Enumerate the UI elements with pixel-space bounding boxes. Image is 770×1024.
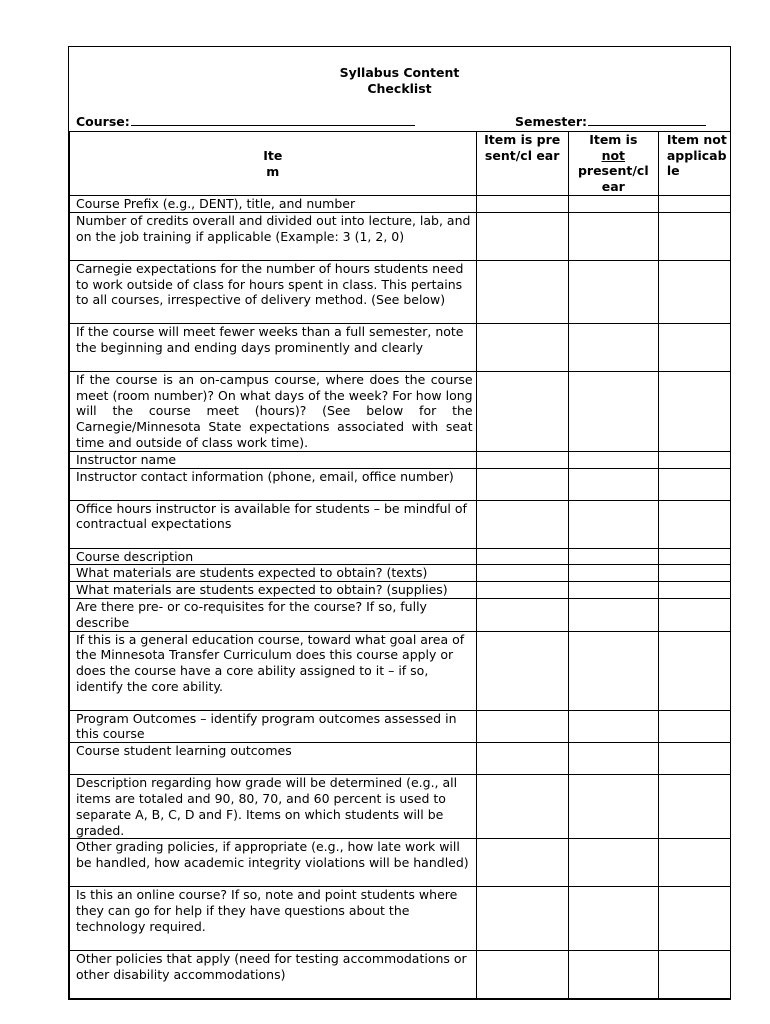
table-row [70,323,731,371]
checklist-page [68,46,731,1000]
table-row [70,371,731,451]
not-present-checkbox-cell[interactable] [568,468,658,500]
not-present-checkbox-cell[interactable] [568,710,658,743]
checklist-item-text: If the course is an on-campus course, where does the course meet (room number)? On what days of the week? For how long will the course meet (hours)? (See below for the Carnegie/Minnesota State expectations associated with seat time and outside of class work time). [70,371,477,451]
semester-field[interactable] [515,113,706,130]
header-item: Ite m [70,132,477,196]
present-checkbox-cell[interactable] [476,260,568,323]
present-checkbox-cell[interactable] [476,839,568,887]
not-applicable-checkbox-cell[interactable] [658,548,730,565]
not-present-checkbox-cell[interactable] [568,631,658,710]
not-present-checkbox-cell[interactable] [568,839,658,887]
checklist-item-text: What materials are students expected to obtain? (texts) [70,565,477,582]
document-title [69,65,730,97]
checklist-item-text: Other policies that apply (need for testing accommodations or other disability accommodations) [70,951,477,999]
not-applicable-checkbox-cell[interactable] [658,212,730,260]
checklist-item-text: Program Outcomes – identify program outcomes assessed in this course [70,710,477,743]
not-applicable-checkbox-cell[interactable] [658,451,730,468]
table-row [70,500,731,548]
not-applicable-checkbox-cell[interactable] [658,598,730,631]
present-checkbox-cell[interactable] [476,196,568,213]
not-applicable-checkbox-cell[interactable] [658,500,730,548]
checklist-item-text: Instructor contact information (phone, email, office number) [70,468,477,500]
not-present-checkbox-cell[interactable] [568,951,658,999]
not-applicable-checkbox-cell[interactable] [658,743,730,775]
not-present-checkbox-cell[interactable] [568,582,658,599]
not-present-checkbox-cell[interactable] [568,196,658,213]
not-applicable-checkbox-cell[interactable] [658,951,730,999]
present-checkbox-cell[interactable] [476,500,568,548]
present-checkbox-cell[interactable] [476,951,568,999]
checklist-item-text: Are there pre- or co-requisites for the course? If so, fully describe [70,598,477,631]
present-checkbox-cell[interactable] [476,887,568,951]
not-applicable-checkbox-cell[interactable] [658,196,730,213]
not-present-checkbox-cell[interactable] [568,743,658,775]
checklist-item-text: Is this an online course? If so, note and point students where they can go for help if they have questions about the technology required. [70,887,477,951]
table-header-row [70,132,731,196]
not-applicable-checkbox-cell[interactable] [658,775,730,839]
not-applicable-checkbox-cell[interactable] [658,839,730,887]
not-present-checkbox-cell[interactable] [568,775,658,839]
checklist-item-text: If this is a general education course, toward what goal area of the Minnesota Transfer Curriculum does this course apply or does the course have a core ability assigned to it – if so, identify the core ability. [70,631,477,710]
table-row [70,887,731,951]
present-checkbox-cell[interactable] [476,565,568,582]
not-applicable-checkbox-cell[interactable] [658,582,730,599]
checklist-item-text: Number of credits overall and divided out into lecture, lab, and on the job training if applicable (Example: 3 (1, 2, 0) [70,212,477,260]
not-present-checkbox-cell[interactable] [568,500,658,548]
not-present-checkbox-cell[interactable] [568,260,658,323]
not-present-checkbox-cell[interactable] [568,598,658,631]
checklist-item-text: Instructor name [70,451,477,468]
table-row [70,260,731,323]
course-field[interactable] [76,113,415,130]
table-row [70,598,731,631]
present-checkbox-cell[interactable] [476,743,568,775]
not-applicable-checkbox-cell[interactable] [658,631,730,710]
not-present-checkbox-cell[interactable] [568,451,658,468]
present-checkbox-cell[interactable] [476,775,568,839]
checklist-item-text: What materials are students expected to obtain? (supplies) [70,582,477,599]
not-applicable-checkbox-cell[interactable] [658,565,730,582]
not-present-checkbox-cell[interactable] [568,323,658,371]
course-blank-line[interactable] [131,113,415,126]
checklist-item-text: If the course will meet fewer weeks than a full semester, note the beginning and ending days prominently and clearly [70,323,477,371]
table-row [70,565,731,582]
checklist-item-text: Course Prefix (e.g., DENT), title, and number [70,196,477,213]
not-applicable-checkbox-cell[interactable] [658,323,730,371]
checklist-item-text: Other grading policies, if appropriate (e.g., how late work will be handled, how academic integrity violations will be handled) [70,839,477,887]
table-row [70,631,731,710]
present-checkbox-cell[interactable] [476,371,568,451]
not-applicable-checkbox-cell[interactable] [658,371,730,451]
table-row [70,212,731,260]
present-checkbox-cell[interactable] [476,548,568,565]
table-row [70,196,731,213]
present-checkbox-cell[interactable] [476,710,568,743]
present-checkbox-cell[interactable] [476,212,568,260]
table-row [70,775,731,839]
table-row [70,710,731,743]
checklist-item-text: Carnegie expectations for the number of hours students need to work outside of class for hours spent in class. This pertains to all courses, irrespective of delivery method. (See below) [70,260,477,323]
not-present-checkbox-cell[interactable] [568,548,658,565]
title-line-1: Syllabus Content [339,65,460,80]
semester-label: Semester: [515,114,588,129]
course-label: Course: [76,114,130,129]
table-row [70,451,731,468]
not-applicable-checkbox-cell[interactable] [658,260,730,323]
not-present-checkbox-cell[interactable] [568,887,658,951]
checklist-item-text: Course student learning outcomes [70,743,477,775]
header-not-applicable: Item not applicab le [658,132,730,196]
header-not-present: Item is not present/cl ear [568,132,658,196]
checklist-item-text: Description regarding how grade will be determined (e.g., all items are totaled and 90, 80, 70, and 60 percent is used to separate A, B, C, D and F). Items on which students will be graded. [70,775,477,839]
table-row [70,743,731,775]
present-checkbox-cell[interactable] [476,451,568,468]
not-applicable-checkbox-cell[interactable] [658,710,730,743]
present-checkbox-cell[interactable] [476,468,568,500]
not-present-checkbox-cell[interactable] [568,371,658,451]
not-present-checkbox-cell[interactable] [568,565,658,582]
table-row [70,951,731,999]
title-line-2: Checklist [367,81,432,96]
present-checkbox-cell[interactable] [476,582,568,599]
present-checkbox-cell[interactable] [476,631,568,710]
not-applicable-checkbox-cell[interactable] [658,468,730,500]
not-applicable-checkbox-cell[interactable] [658,887,730,951]
checklist-table [69,131,731,999]
checklist-item-text: Office hours instructor is available for students – be mindful of contractual expectations [70,500,477,548]
semester-blank-line[interactable] [588,113,706,126]
present-checkbox-cell[interactable] [476,598,568,631]
table-row [70,468,731,500]
table-row [70,582,731,599]
table-row [70,548,731,565]
present-checkbox-cell[interactable] [476,323,568,371]
checklist-item-text: Course description [70,548,477,565]
table-row [70,839,731,887]
not-present-checkbox-cell[interactable] [568,212,658,260]
header-present: Item is present/cl ear [476,132,568,196]
